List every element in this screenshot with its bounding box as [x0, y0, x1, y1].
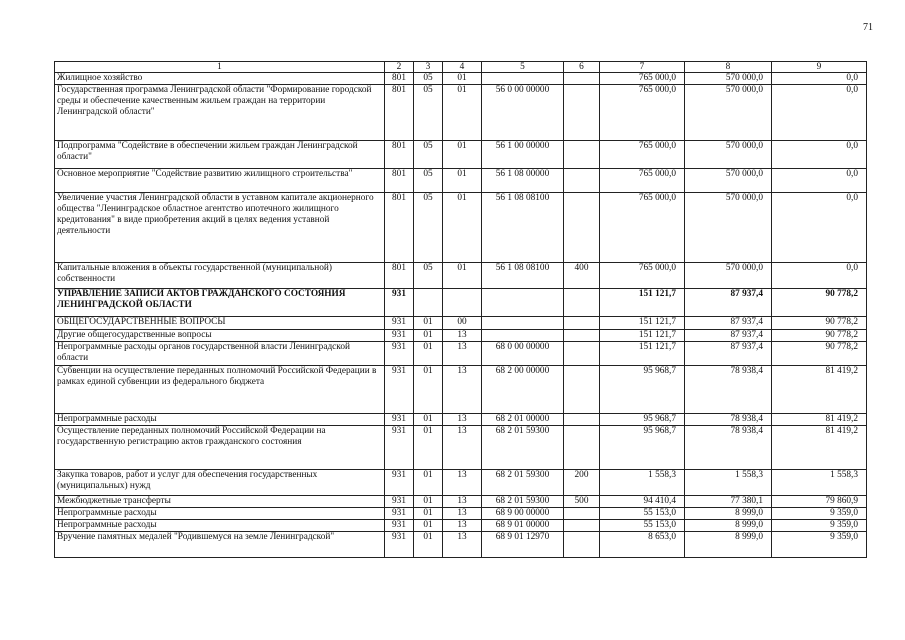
- cell-amount-col8: 77 380,1: [685, 496, 772, 508]
- cell-expense-type: 400: [564, 263, 600, 289]
- cell-amount-col9: 90 778,2: [772, 289, 867, 317]
- column-header: 1: [55, 62, 385, 73]
- row-name: Закупка товаров, работ и услуг для обеспечения государственных (муниципальных) нужд: [55, 470, 385, 496]
- cell-section: 01: [414, 496, 443, 508]
- cell-amount-col7: 151 121,7: [600, 317, 685, 330]
- cell-target-article: 68 2 01 59300: [482, 496, 564, 508]
- budget-table: [54, 61, 867, 558]
- cell-amount-col9: 0,0: [772, 193, 867, 263]
- cell-admin-code: 801: [385, 193, 414, 263]
- cell-amount-col7: 151 121,7: [600, 330, 685, 342]
- column-header-row: [55, 62, 867, 73]
- cell-section: 01: [414, 508, 443, 520]
- cell-amount-col7: 95 968,7: [600, 426, 685, 470]
- cell-amount-col8: 570 000,0: [685, 73, 772, 85]
- cell-amount-col9: 0,0: [772, 85, 867, 141]
- row-name: Непрограммные расходы: [55, 520, 385, 532]
- cell-subsection: 13: [443, 366, 482, 414]
- cell-amount-col9: 0,0: [772, 169, 867, 193]
- page-number: 71: [863, 22, 873, 33]
- cell-amount-col8: 78 938,4: [685, 366, 772, 414]
- cell-target-article: 68 0 00 00000: [482, 342, 564, 366]
- cell-expense-type: [564, 366, 600, 414]
- row-name: Увеличение участия Ленинградской области в уставном капитале акционерного общества "Ленинградское областное агентство ипотечного жилищного кредитования" в виде приобретения акций в целях ведения уставной деятельности: [55, 193, 385, 263]
- cell-section: 05: [414, 263, 443, 289]
- cell-amount-col7: 765 000,0: [600, 193, 685, 263]
- cell-target-article: 68 2 01 59300: [482, 470, 564, 496]
- cell-admin-code: 931: [385, 496, 414, 508]
- cell-expense-type: [564, 289, 600, 317]
- cell-target-article: 68 2 01 59300: [482, 426, 564, 470]
- cell-target-article: 68 9 01 00000: [482, 520, 564, 532]
- cell-target-article: [482, 330, 564, 342]
- cell-expense-type: [564, 414, 600, 426]
- column-header: 7: [600, 62, 685, 73]
- cell-subsection: 01: [443, 169, 482, 193]
- table-row: [55, 520, 867, 532]
- cell-expense-type: [564, 169, 600, 193]
- cell-expense-type: [564, 317, 600, 330]
- cell-section: 01: [414, 426, 443, 470]
- table-row: [55, 426, 867, 470]
- cell-admin-code: 931: [385, 426, 414, 470]
- cell-amount-col9: 81 419,2: [772, 426, 867, 470]
- table-row: [55, 414, 867, 426]
- cell-amount-col7: 765 000,0: [600, 141, 685, 169]
- cell-amount-col8: 87 937,4: [685, 289, 772, 317]
- row-name: Капитальные вложения в объекты государственной (муниципальной) собственности: [55, 263, 385, 289]
- cell-amount-col8: 570 000,0: [685, 85, 772, 141]
- cell-expense-type: [564, 85, 600, 141]
- cell-amount-col7: 1 558,3: [600, 470, 685, 496]
- row-name: Непрограммные расходы органов государственной власти Ленинградской области: [55, 342, 385, 366]
- column-header: 9: [772, 62, 867, 73]
- cell-admin-code: 931: [385, 366, 414, 414]
- cell-amount-col9: 9 359,0: [772, 520, 867, 532]
- row-name: ОБЩЕГОСУДАРСТВЕННЫЕ ВОПРОСЫ: [55, 317, 385, 330]
- cell-admin-code: 801: [385, 263, 414, 289]
- cell-section: 01: [414, 366, 443, 414]
- cell-expense-type: [564, 73, 600, 85]
- cell-subsection: 00: [443, 317, 482, 330]
- row-name: Осуществление переданных полномочий Российской Федерации на государственную регистрацию актов гражданского состояния: [55, 426, 385, 470]
- cell-section: 05: [414, 141, 443, 169]
- cell-admin-code: 931: [385, 289, 414, 317]
- cell-target-article: 68 2 01 00000: [482, 414, 564, 426]
- row-name: УПРАВЛЕНИЕ ЗАПИСИ АКТОВ ГРАЖДАНСКОГО СОСТОЯНИЯ ЛЕНИНГРАДСКОЙ ОБЛАСТИ: [55, 289, 385, 317]
- cell-amount-col9: 90 778,2: [772, 317, 867, 330]
- cell-amount-col7: 151 121,7: [600, 289, 685, 317]
- cell-target-article: 56 1 00 00000: [482, 141, 564, 169]
- cell-subsection: 13: [443, 426, 482, 470]
- cell-amount-col8: 78 938,4: [685, 426, 772, 470]
- cell-amount-col9: 90 778,2: [772, 330, 867, 342]
- row-name: Непрограммные расходы: [55, 414, 385, 426]
- cell-amount-col7: 151 121,7: [600, 342, 685, 366]
- cell-subsection: [443, 289, 482, 317]
- table-row: [55, 141, 867, 169]
- cell-amount-col8: 8 999,0: [685, 520, 772, 532]
- table-row: [55, 532, 867, 558]
- cell-admin-code: 931: [385, 317, 414, 330]
- table-row: [55, 508, 867, 520]
- row-name: Вручение памятных медалей "Родившемуся на земле Ленинградской": [55, 532, 385, 558]
- cell-target-article: 56 1 08 08100: [482, 193, 564, 263]
- cell-section: 01: [414, 414, 443, 426]
- cell-amount-col9: 79 860,9: [772, 496, 867, 508]
- cell-amount-col8: 570 000,0: [685, 141, 772, 169]
- cell-section: 01: [414, 470, 443, 496]
- column-header: 2: [385, 62, 414, 73]
- cell-section: 05: [414, 85, 443, 141]
- row-name: Субвенции на осуществление переданных полномочий Российской Федерации в рамках единой субвенции из федерального бюджета: [55, 366, 385, 414]
- cell-subsection: 01: [443, 73, 482, 85]
- table-row: [55, 289, 867, 317]
- cell-amount-col8: 570 000,0: [685, 169, 772, 193]
- cell-amount-col7: 765 000,0: [600, 85, 685, 141]
- column-header: 8: [685, 62, 772, 73]
- table-row: [55, 317, 867, 330]
- column-header: 4: [443, 62, 482, 73]
- cell-amount-col7: 765 000,0: [600, 169, 685, 193]
- cell-target-article: 68 9 00 00000: [482, 508, 564, 520]
- cell-amount-col9: 90 778,2: [772, 342, 867, 366]
- table-row: [55, 73, 867, 85]
- cell-admin-code: 801: [385, 73, 414, 85]
- cell-target-article: [482, 289, 564, 317]
- cell-amount-col9: 0,0: [772, 263, 867, 289]
- cell-expense-type: [564, 342, 600, 366]
- cell-target-article: [482, 317, 564, 330]
- cell-subsection: 13: [443, 470, 482, 496]
- cell-amount-col8: 87 937,4: [685, 317, 772, 330]
- cell-amount-col7: 55 153,0: [600, 508, 685, 520]
- cell-amount-col8: 570 000,0: [685, 193, 772, 263]
- cell-amount-col7: 55 153,0: [600, 520, 685, 532]
- cell-expense-type: [564, 141, 600, 169]
- cell-admin-code: 931: [385, 414, 414, 426]
- cell-amount-col7: 765 000,0: [600, 73, 685, 85]
- cell-amount-col9: 1 558,3: [772, 470, 867, 496]
- cell-subsection: 13: [443, 330, 482, 342]
- cell-amount-col7: 95 968,7: [600, 414, 685, 426]
- cell-expense-type: [564, 520, 600, 532]
- table-row: [55, 193, 867, 263]
- cell-amount-col9: 0,0: [772, 73, 867, 85]
- cell-target-article: 68 9 01 12970: [482, 532, 564, 558]
- cell-amount-col7: 8 653,0: [600, 532, 685, 558]
- cell-subsection: 13: [443, 496, 482, 508]
- cell-subsection: 13: [443, 342, 482, 366]
- cell-expense-type: [564, 532, 600, 558]
- cell-admin-code: 931: [385, 470, 414, 496]
- cell-amount-col8: 87 937,4: [685, 330, 772, 342]
- column-header: 6: [564, 62, 600, 73]
- budget-table-container: [54, 61, 866, 558]
- cell-expense-type: [564, 330, 600, 342]
- row-name: Жилищное хозяйство: [55, 73, 385, 85]
- cell-admin-code: 931: [385, 330, 414, 342]
- cell-section: 01: [414, 342, 443, 366]
- cell-amount-col7: 765 000,0: [600, 263, 685, 289]
- cell-amount-col9: 81 419,2: [772, 366, 867, 414]
- cell-subsection: 01: [443, 141, 482, 169]
- cell-section: 05: [414, 169, 443, 193]
- cell-amount-col8: 87 937,4: [685, 342, 772, 366]
- cell-expense-type: 500: [564, 496, 600, 508]
- cell-amount-col8: 8 999,0: [685, 508, 772, 520]
- cell-expense-type: [564, 508, 600, 520]
- cell-expense-type: 200: [564, 470, 600, 496]
- cell-subsection: 01: [443, 85, 482, 141]
- cell-admin-code: 931: [385, 342, 414, 366]
- row-name: Подпрограмма "Содействие в обеспечении жильем граждан Ленинградской области": [55, 141, 385, 169]
- cell-target-article: [482, 73, 564, 85]
- cell-section: 01: [414, 330, 443, 342]
- cell-amount-col7: 94 410,4: [600, 496, 685, 508]
- table-row: [55, 330, 867, 342]
- table-row: [55, 342, 867, 366]
- cell-admin-code: 931: [385, 520, 414, 532]
- cell-expense-type: [564, 426, 600, 470]
- cell-section: [414, 289, 443, 317]
- table-row: [55, 169, 867, 193]
- table-row: [55, 85, 867, 141]
- cell-admin-code: 801: [385, 85, 414, 141]
- cell-section: 01: [414, 520, 443, 532]
- cell-target-article: 56 1 08 08100: [482, 263, 564, 289]
- cell-admin-code: 801: [385, 141, 414, 169]
- table-row: [55, 366, 867, 414]
- cell-amount-col8: 570 000,0: [685, 263, 772, 289]
- cell-amount-col9: 9 359,0: [772, 532, 867, 558]
- cell-amount-col9: 81 419,2: [772, 414, 867, 426]
- cell-section: 05: [414, 73, 443, 85]
- cell-admin-code: 801: [385, 169, 414, 193]
- column-header: 3: [414, 62, 443, 73]
- table-row: [55, 470, 867, 496]
- cell-section: 05: [414, 193, 443, 263]
- cell-amount-col7: 95 968,7: [600, 366, 685, 414]
- cell-subsection: 13: [443, 508, 482, 520]
- cell-subsection: 01: [443, 263, 482, 289]
- cell-target-article: 56 1 08 00000: [482, 169, 564, 193]
- cell-subsection: 13: [443, 532, 482, 558]
- column-header: 5: [482, 62, 564, 73]
- cell-target-article: 56 0 00 00000: [482, 85, 564, 141]
- cell-section: 01: [414, 532, 443, 558]
- cell-amount-col9: 0,0: [772, 141, 867, 169]
- cell-amount-col9: 9 359,0: [772, 508, 867, 520]
- cell-admin-code: 931: [385, 532, 414, 558]
- row-name: Государственная программа Ленинградской области "Формирование городской среды и обеспечение качественным жильем граждан на территории Ленинградской области": [55, 85, 385, 141]
- cell-subsection: 13: [443, 520, 482, 532]
- row-name: Основное мероприятие "Содействие развитию жилищного строительства": [55, 169, 385, 193]
- cell-expense-type: [564, 193, 600, 263]
- cell-admin-code: 931: [385, 508, 414, 520]
- cell-section: 01: [414, 317, 443, 330]
- cell-amount-col8: 78 938,4: [685, 414, 772, 426]
- table-row: [55, 263, 867, 289]
- row-name: Непрограммные расходы: [55, 508, 385, 520]
- cell-subsection: 01: [443, 193, 482, 263]
- cell-amount-col8: 1 558,3: [685, 470, 772, 496]
- cell-target-article: 68 2 00 00000: [482, 366, 564, 414]
- row-name: Межбюджетные трансферты: [55, 496, 385, 508]
- cell-subsection: 13: [443, 414, 482, 426]
- cell-amount-col8: 8 999,0: [685, 532, 772, 558]
- table-row: [55, 496, 867, 508]
- row-name: Другие общегосударственные вопросы: [55, 330, 385, 342]
